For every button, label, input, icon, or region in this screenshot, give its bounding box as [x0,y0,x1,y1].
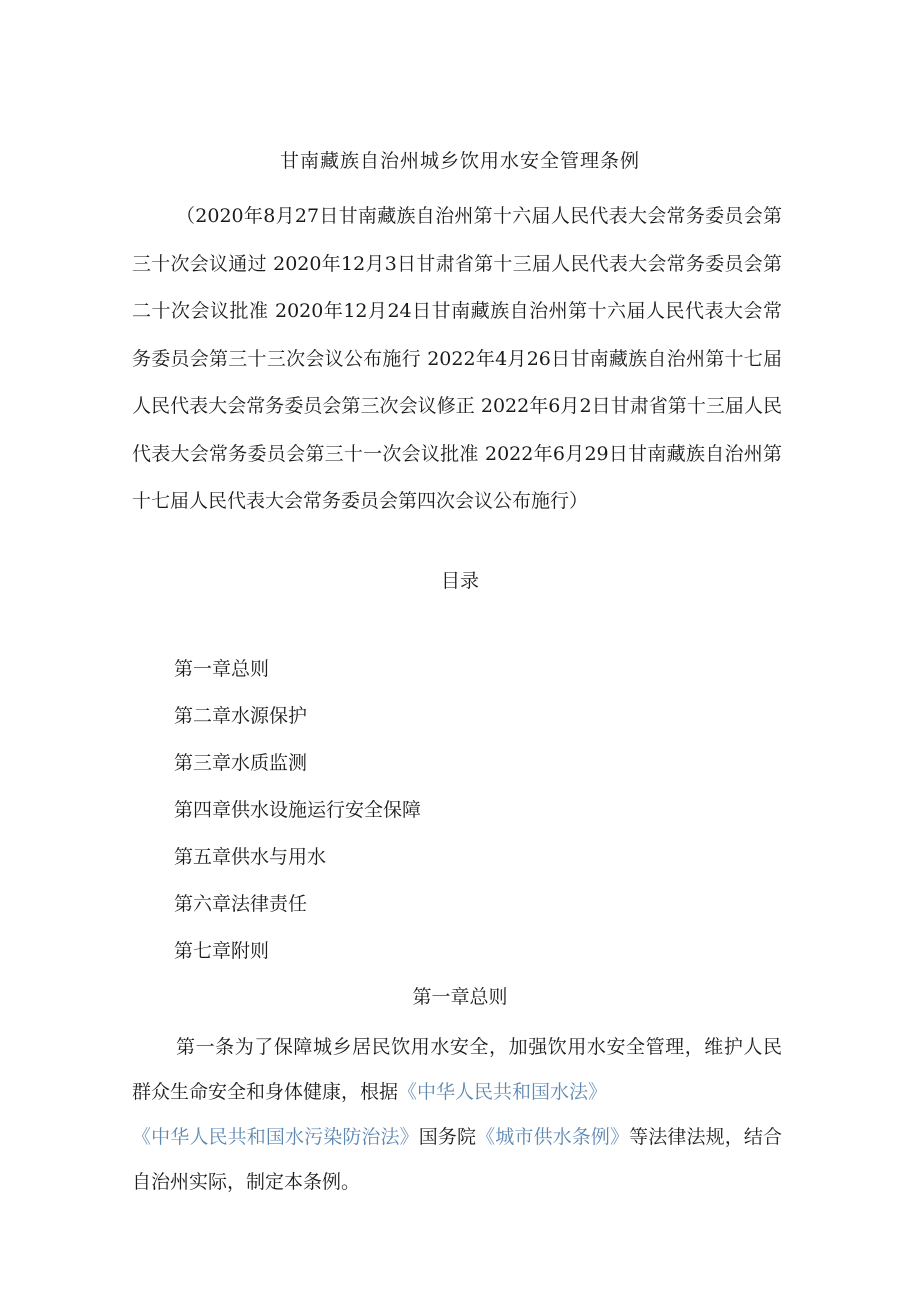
law-reference-water-law[interactable]: 《中华人民共和国水法》 [398,1081,608,1103]
toc-item-chapter-6: 第六章法律责任 [174,893,308,915]
chapter-1-heading: 第一章总则 [412,986,508,1008]
toc-item-chapter-7: 第七章附则 [174,940,270,962]
document-title: 甘南藏族自治州城乡饮用水安全管理条例 [279,150,640,172]
article-1-mid: 国务院 [418,1126,477,1148]
toc-item-chapter-4: 第四章供水设施运行安全保障 [174,799,422,821]
law-reference-water-pollution-law[interactable]: 《中华人民共和国水污染防治法》 [132,1126,419,1148]
table-of-contents [174,654,421,983]
toc-item-chapter-2: 第二章水源保护 [174,705,308,727]
toc-heading: 目录 [440,570,479,592]
law-reference-urban-water-supply-regulation[interactable]: 《城市供水条例》 [476,1126,630,1148]
toc-item-chapter-3: 第三章水质监测 [174,752,308,774]
toc-item-chapter-5: 第五章供水与用水 [174,846,327,868]
preamble-paragraph: （2020年8月27日甘南藏族自治州第十六届人民代表大会常务委员会第三十次会议通过 2020年12月3日甘肃省第十三届人民代表大会常务委员会第二十次会议批准 2020年12月24日甘南藏族自治州第十六届人民代表大会常务委员会第三十三次会议公布施行 2022年4月26日甘南藏族自治州第十七届人民代表大会常务委员会第三次会议修正 2022年6月2日甘肃省第十三届人民代表大会常务委员会第三十一次会议批准 2022年6月29日甘南藏族自治州第十七届人民代表大会常务委员会第四次会议公布施行） [132,205,782,512]
article-1-intro: 第一条为了保障城乡居民饮用水安全，加强饮用水安全管理，维护人民群众生命安全和身体健康，根据 [132,1036,782,1103]
article-1-continuation [132,1115,782,1205]
article-1 [132,1025,782,1205]
article-1-paragraph [132,1025,782,1115]
article-1-outro: 等法律法规，结合自治州实际，制定本条例。 [132,1126,782,1193]
toc-item-chapter-1: 第一章总则 [174,658,270,680]
